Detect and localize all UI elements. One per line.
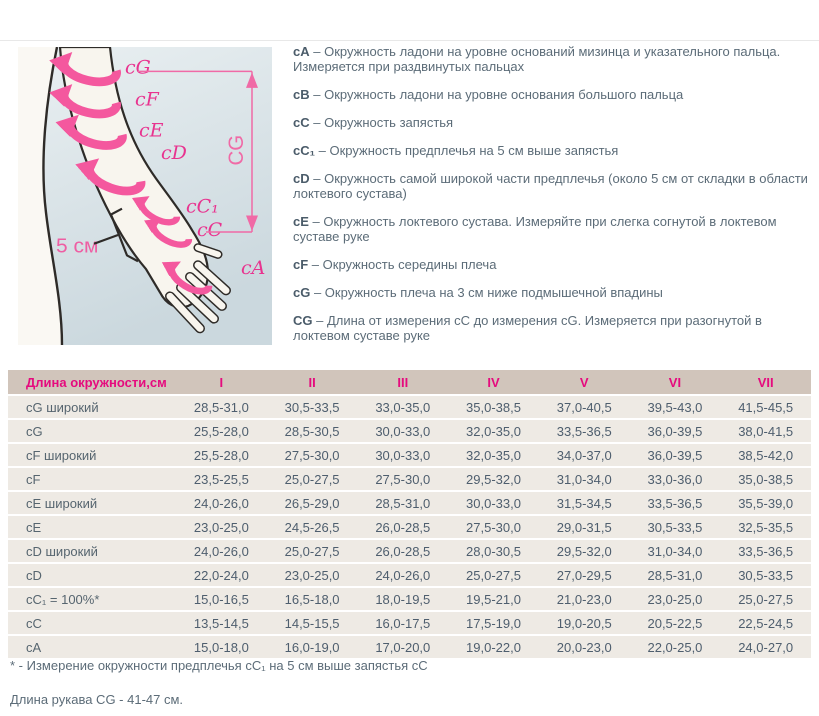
size-table-row — [8, 492, 811, 514]
size-table-body — [8, 396, 811, 658]
size-range-cell: 25,5-28,0 — [193, 447, 249, 463]
size-range-cell: 25,5-28,0 — [193, 423, 249, 439]
size-range-cell: 31,5-34,5 — [556, 495, 612, 511]
size-range-cell: 32,0-35,0 — [466, 423, 521, 439]
size-range-cell: 27,5-30,0 — [466, 519, 521, 535]
size-range-cell: 30,5-33,5 — [284, 399, 340, 415]
size-range-cell: 15,0-18,0 — [193, 639, 249, 655]
measurement-term: cG — [293, 285, 311, 300]
measurement-row-label: cA — [26, 639, 42, 655]
size-table-row — [8, 396, 811, 418]
measurement-row-label: cF — [26, 471, 41, 487]
size-range-cell: 35,0-38,5 — [466, 399, 521, 415]
measurement-text: – Окружность плеча на 3 см ниже подмышечной впадины — [313, 285, 663, 300]
size-range-cell: 28,5-31,0 — [375, 495, 431, 511]
measurement-term: CG — [293, 313, 313, 328]
measurement-text: – Длина от измерения cC до измерения cG. Измеряется при разогнутой в локтевом суставе руке — [293, 313, 762, 343]
measurement-description-item — [293, 115, 813, 130]
table-header-label: Длина окружности,см — [26, 374, 167, 390]
size-column-header: I — [219, 374, 224, 390]
measurement-description-item — [293, 285, 813, 300]
measurement-row-label: cD — [26, 567, 42, 583]
size-range-cell: 41,5-45,5 — [738, 399, 794, 415]
size-range-cell: 34,0-37,0 — [556, 447, 612, 463]
size-range-cell: 24,0-26,0 — [193, 495, 249, 511]
size-column-header: VI — [668, 374, 682, 390]
measurement-row-label: cG — [26, 423, 43, 439]
size-range-cell: 29,5-32,0 — [556, 543, 612, 559]
size-range-cell: 22,0-25,0 — [647, 639, 703, 655]
size-range-cell: 31,0-34,0 — [556, 471, 612, 487]
size-range-cell: 35,5-39,0 — [738, 495, 794, 511]
measurement-row-label: cE — [26, 519, 42, 535]
measurement-description-item — [293, 87, 813, 102]
size-range-cell: 33,0-35,0 — [375, 399, 431, 415]
size-range-cell: 30,0-33,0 — [466, 495, 521, 511]
size-range-cell: 14,5-15,5 — [284, 615, 340, 631]
size-range-cell: 19,5-21,0 — [466, 591, 521, 607]
size-range-cell: 33,0-36,0 — [647, 471, 703, 487]
measurement-text: – Окружность предплечья на 5 см выше запястья — [318, 143, 619, 158]
measurement-row-label: cE широкий — [26, 495, 98, 511]
size-column-header: VII — [757, 374, 774, 390]
size-range-cell: 30,0-33,0 — [375, 423, 431, 439]
measurement-text: – Окружность ладони на уровне оснований мизинца и указательного пальца. Измеряется при раздвинутых пальцах — [293, 44, 781, 74]
size-range-cell: 30,5-33,5 — [738, 567, 794, 583]
size-range-cell: 37,0-40,5 — [556, 399, 612, 415]
measurement-text: – Окружность самой широкой части предплечья (около 5 см от складки в области локтевого сустава) — [293, 171, 808, 201]
measurement-row-label: cF широкий — [26, 447, 97, 463]
size-range-cell: 28,5-31,0 — [647, 567, 703, 583]
measurement-term: cB — [293, 87, 310, 102]
band-label-ca: cA — [241, 258, 266, 279]
size-range-cell: 26,0-28,5 — [375, 519, 431, 535]
size-range-cell: 25,0-27,5 — [466, 567, 521, 583]
measurement-description-item — [293, 313, 813, 343]
measurement-text: – Окружность ладони на уровне основания большого пальца — [313, 87, 684, 102]
band-label-cd: cD — [161, 143, 187, 164]
size-range-cell: 22,0-24,0 — [193, 567, 249, 583]
size-range-cell: 33,5-36,5 — [738, 543, 794, 559]
size-range-cell: 28,5-31,0 — [193, 399, 249, 415]
sleeve-length-note: Длина рукава CG - 41-47 см. — [10, 692, 184, 707]
size-range-cell: 18,0-19,5 — [375, 591, 431, 607]
size-column-header: V — [579, 374, 589, 390]
size-range-cell: 33,5-36,5 — [556, 423, 612, 439]
size-range-cell: 19,0-22,0 — [466, 639, 521, 655]
size-range-cell: 22,5-24,5 — [738, 615, 794, 631]
measurement-row-label: cG широкий — [26, 399, 99, 415]
size-range-cell: 15,0-16,5 — [193, 591, 249, 607]
measurement-description-item — [293, 214, 813, 244]
measurement-term: cF — [293, 257, 309, 272]
table-header-row — [8, 370, 811, 394]
band-label-ce: cE — [139, 120, 164, 142]
size-range-cell: 19,0-20,5 — [556, 615, 612, 631]
size-range-cell: 23,0-25,0 — [284, 567, 340, 583]
measurement-description-item — [293, 171, 813, 201]
size-range-cell: 24,0-26,0 — [375, 567, 431, 583]
band-label-cf: cF — [135, 89, 159, 111]
size-table — [8, 370, 811, 660]
size-range-cell: 24,0-27,0 — [738, 639, 794, 655]
size-range-cell: 23,5-25,5 — [193, 471, 249, 487]
size-range-cell: 36,0-39,5 — [647, 447, 703, 463]
offset-5cm-label: 5 см — [56, 234, 99, 258]
size-range-cell: 16,0-17,5 — [375, 615, 431, 631]
size-range-cell: 27,5-30,0 — [284, 447, 340, 463]
size-column-header: III — [397, 374, 409, 390]
arm-diagram-svg — [18, 47, 272, 345]
size-range-cell: 13,5-14,5 — [193, 615, 249, 631]
size-range-cell: 17,0-20,0 — [375, 639, 431, 655]
measurement-text: – Окружность середины плеча — [311, 257, 497, 272]
size-range-cell: 38,0-41,5 — [738, 423, 794, 439]
size-column-header: IV — [487, 374, 500, 390]
size-table-row — [8, 588, 811, 610]
size-range-cell: 27,5-30,0 — [375, 471, 431, 487]
measurement-term: cC₁ — [293, 143, 315, 158]
size-table-row — [8, 444, 811, 466]
size-range-cell: 35,0-38,5 — [738, 471, 794, 487]
measurement-term: cC — [293, 115, 310, 130]
band-label-cg: cG — [125, 57, 151, 79]
footnotes — [10, 658, 800, 707]
measurement-text: – Окружность запястья — [313, 115, 454, 130]
size-range-cell: 39,5-43,0 — [647, 399, 703, 415]
measurement-term: cD — [293, 171, 310, 186]
asterisk-footnote: * - Измерение окружности предплечья cC₁ на 5 см выше запястья cC — [10, 658, 428, 673]
size-range-cell: 20,5-22,5 — [647, 615, 703, 631]
band-label-cc: cC — [197, 220, 223, 241]
measurement-term: cE — [293, 214, 309, 229]
size-range-cell: 31,0-34,0 — [647, 543, 703, 559]
measurement-row-label: cC — [26, 615, 42, 631]
size-range-cell: 24,0-26,0 — [193, 543, 249, 559]
size-table-row — [8, 516, 811, 538]
size-range-cell: 30,5-33,5 — [647, 519, 703, 535]
size-range-cell: 33,5-36,5 — [647, 495, 703, 511]
size-range-cell: 23,0-25,0 — [647, 591, 703, 607]
size-range-cell: 29,0-31,5 — [556, 519, 612, 535]
band-label-cc1: cC₁ — [186, 196, 219, 218]
size-table-row — [8, 564, 811, 586]
size-table-row — [8, 612, 811, 634]
measurement-description-item — [293, 44, 813, 74]
measurement-description-item — [293, 257, 813, 272]
size-table-row — [8, 468, 811, 490]
measurement-descriptions — [293, 44, 813, 356]
size-range-cell: 32,0-35,0 — [466, 447, 521, 463]
size-range-cell: 20,0-23,0 — [556, 639, 612, 655]
size-range-cell: 28,5-30,5 — [284, 423, 340, 439]
size-range-cell: 25,0-27,5 — [738, 591, 794, 607]
measurement-text: – Окружность локтевого сустава. Измеряйте при слегка согнутой в локтевом суставе руке — [293, 214, 777, 244]
size-table-row — [8, 540, 811, 562]
size-range-cell: 29,5-32,0 — [466, 471, 521, 487]
size-range-cell: 30,0-33,0 — [375, 447, 431, 463]
measurement-row-label: cC₁ = 100%* — [26, 591, 100, 607]
cg-length-label: CG — [224, 134, 249, 166]
measurement-term: cA — [293, 44, 310, 59]
size-range-cell: 21,0-23,0 — [556, 591, 612, 607]
arm-measurement-illustration — [18, 47, 272, 345]
size-range-cell: 36,0-39,5 — [647, 423, 703, 439]
size-range-cell: 25,0-27,5 — [284, 471, 340, 487]
size-table-row — [8, 636, 811, 658]
size-range-cell: 26,0-28,5 — [375, 543, 431, 559]
size-range-cell: 24,5-26,5 — [284, 519, 340, 535]
size-range-cell: 32,5-35,5 — [738, 519, 794, 535]
size-range-cell: 28,0-30,5 — [466, 543, 521, 559]
size-range-cell: 16,5-18,0 — [284, 591, 340, 607]
size-table-row — [8, 420, 811, 442]
size-range-cell: 25,0-27,5 — [284, 543, 340, 559]
size-range-cell: 23,0-25,0 — [193, 519, 249, 535]
size-range-cell: 16,0-19,0 — [284, 639, 340, 655]
size-range-cell: 38,5-42,0 — [738, 447, 794, 463]
measurement-row-label: cD широкий — [26, 543, 98, 559]
measurement-description-item — [293, 143, 813, 158]
size-range-cell: 26,5-29,0 — [284, 495, 340, 511]
size-column-header: II — [308, 374, 316, 390]
size-range-cell: 17,5-19,0 — [466, 615, 521, 631]
top-divider — [0, 40, 819, 41]
size-range-cell: 27,0-29,5 — [556, 567, 612, 583]
